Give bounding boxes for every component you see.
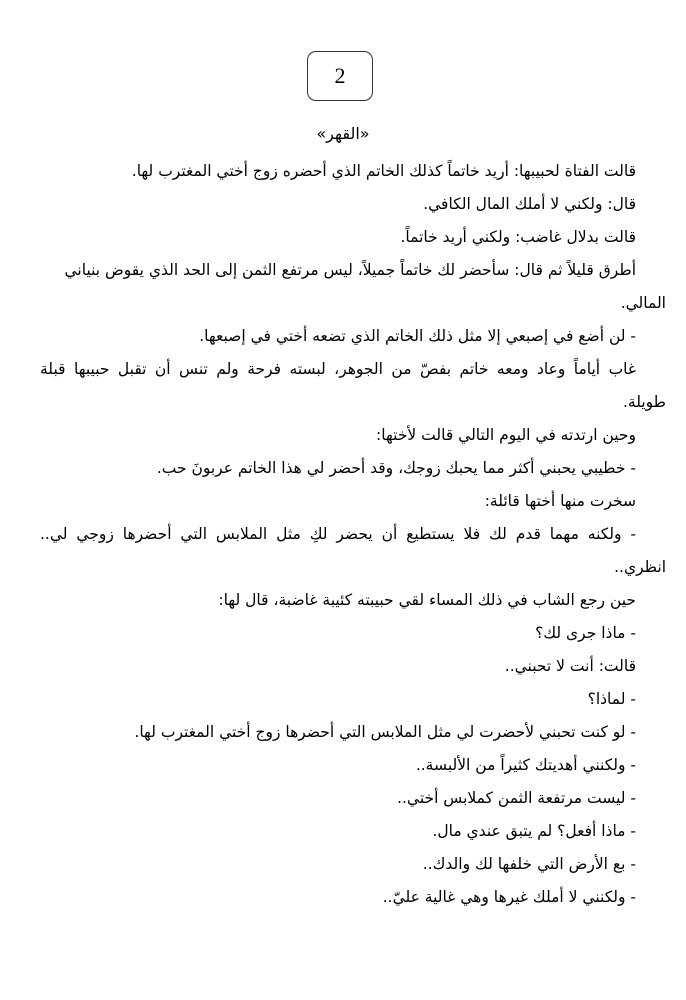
text-line: قال: ولكني لا أملك المال الكافي. xyxy=(423,195,636,213)
text-line: قالت: أنت لا تحبني.. xyxy=(504,657,636,675)
text-line: - ماذا أفعل؟ لم يتبق عندي مال. xyxy=(432,822,636,840)
text-line: حين رجع الشاب في ذلك المساء لقي حبيبته كئيبة غاضبة، قال لها: xyxy=(218,591,636,609)
text-line: - ماذا جرى لك؟ xyxy=(535,624,636,642)
text-line: وحين ارتدته في اليوم التالي قالت لأختها: xyxy=(376,426,636,444)
page-number: 2 xyxy=(334,63,346,88)
text-line: المالي. xyxy=(620,294,666,312)
text-line: سخرت منها أختها قائلة: xyxy=(484,492,636,510)
story-title: «القهر» xyxy=(316,124,370,143)
text-line: - بع الأرض التي خلفها لك والدك.. xyxy=(422,855,636,873)
text-line: انظري.. xyxy=(614,558,666,576)
text-line: - لو كنت تحبني لأحضرت لي مثل الملابس التي أحضرها زوج أختي المغترب لها. xyxy=(134,723,636,741)
text-line: - ولكنه مهما قدم لك فلا يستطيع أن يحضر لكِ مثل الملابس التي أحضرها زوجي لي.. xyxy=(40,525,636,543)
page-number-box xyxy=(307,51,373,101)
text-line: - لماذا؟ xyxy=(587,690,636,708)
text-line: قالت الفتاة لحبيبها: أريد خاتماً كذلك الخاتم الذي أحضره زوج أختي المغترب لها. xyxy=(131,162,636,180)
text-line: قالت بدلال غاضب: ولكني أريد خاتماً. xyxy=(400,228,636,246)
text-line: - ولكنني لا أملك غيرها وهي غالية عليّ.. xyxy=(382,888,636,906)
text-line: - خطيبي يحبني أكثر مما يحبك زوجك، وقد أحضر لي هذا الخاتم عربونَ حب. xyxy=(156,459,636,477)
text-line: غاب أياماً وعاد ومعه خاتم بفصّ من الجوهر، لبسته فرحة ولم تنس أن تقبل حبيبها قبلة xyxy=(40,360,636,378)
text-line: - ولكنني أهديتك كثيراً من الألبسة.. xyxy=(415,756,636,774)
text-line: طويلة. xyxy=(622,393,666,411)
text-line: أطرق قليلاً ثم قال: سأحضر لك خاتماً جميلاً، ليس مرتفع الثمن إلى الحد الذي يقوض بنياني xyxy=(64,261,636,279)
text-line: - ليست مرتفعة الثمن كملابس أختي.. xyxy=(397,789,636,807)
text-line: - لن أضع في إصبعي إلا مثل ذلك الخاتم الذي تضعه أختي في إصبعها. xyxy=(199,327,636,345)
story-body xyxy=(40,155,666,914)
